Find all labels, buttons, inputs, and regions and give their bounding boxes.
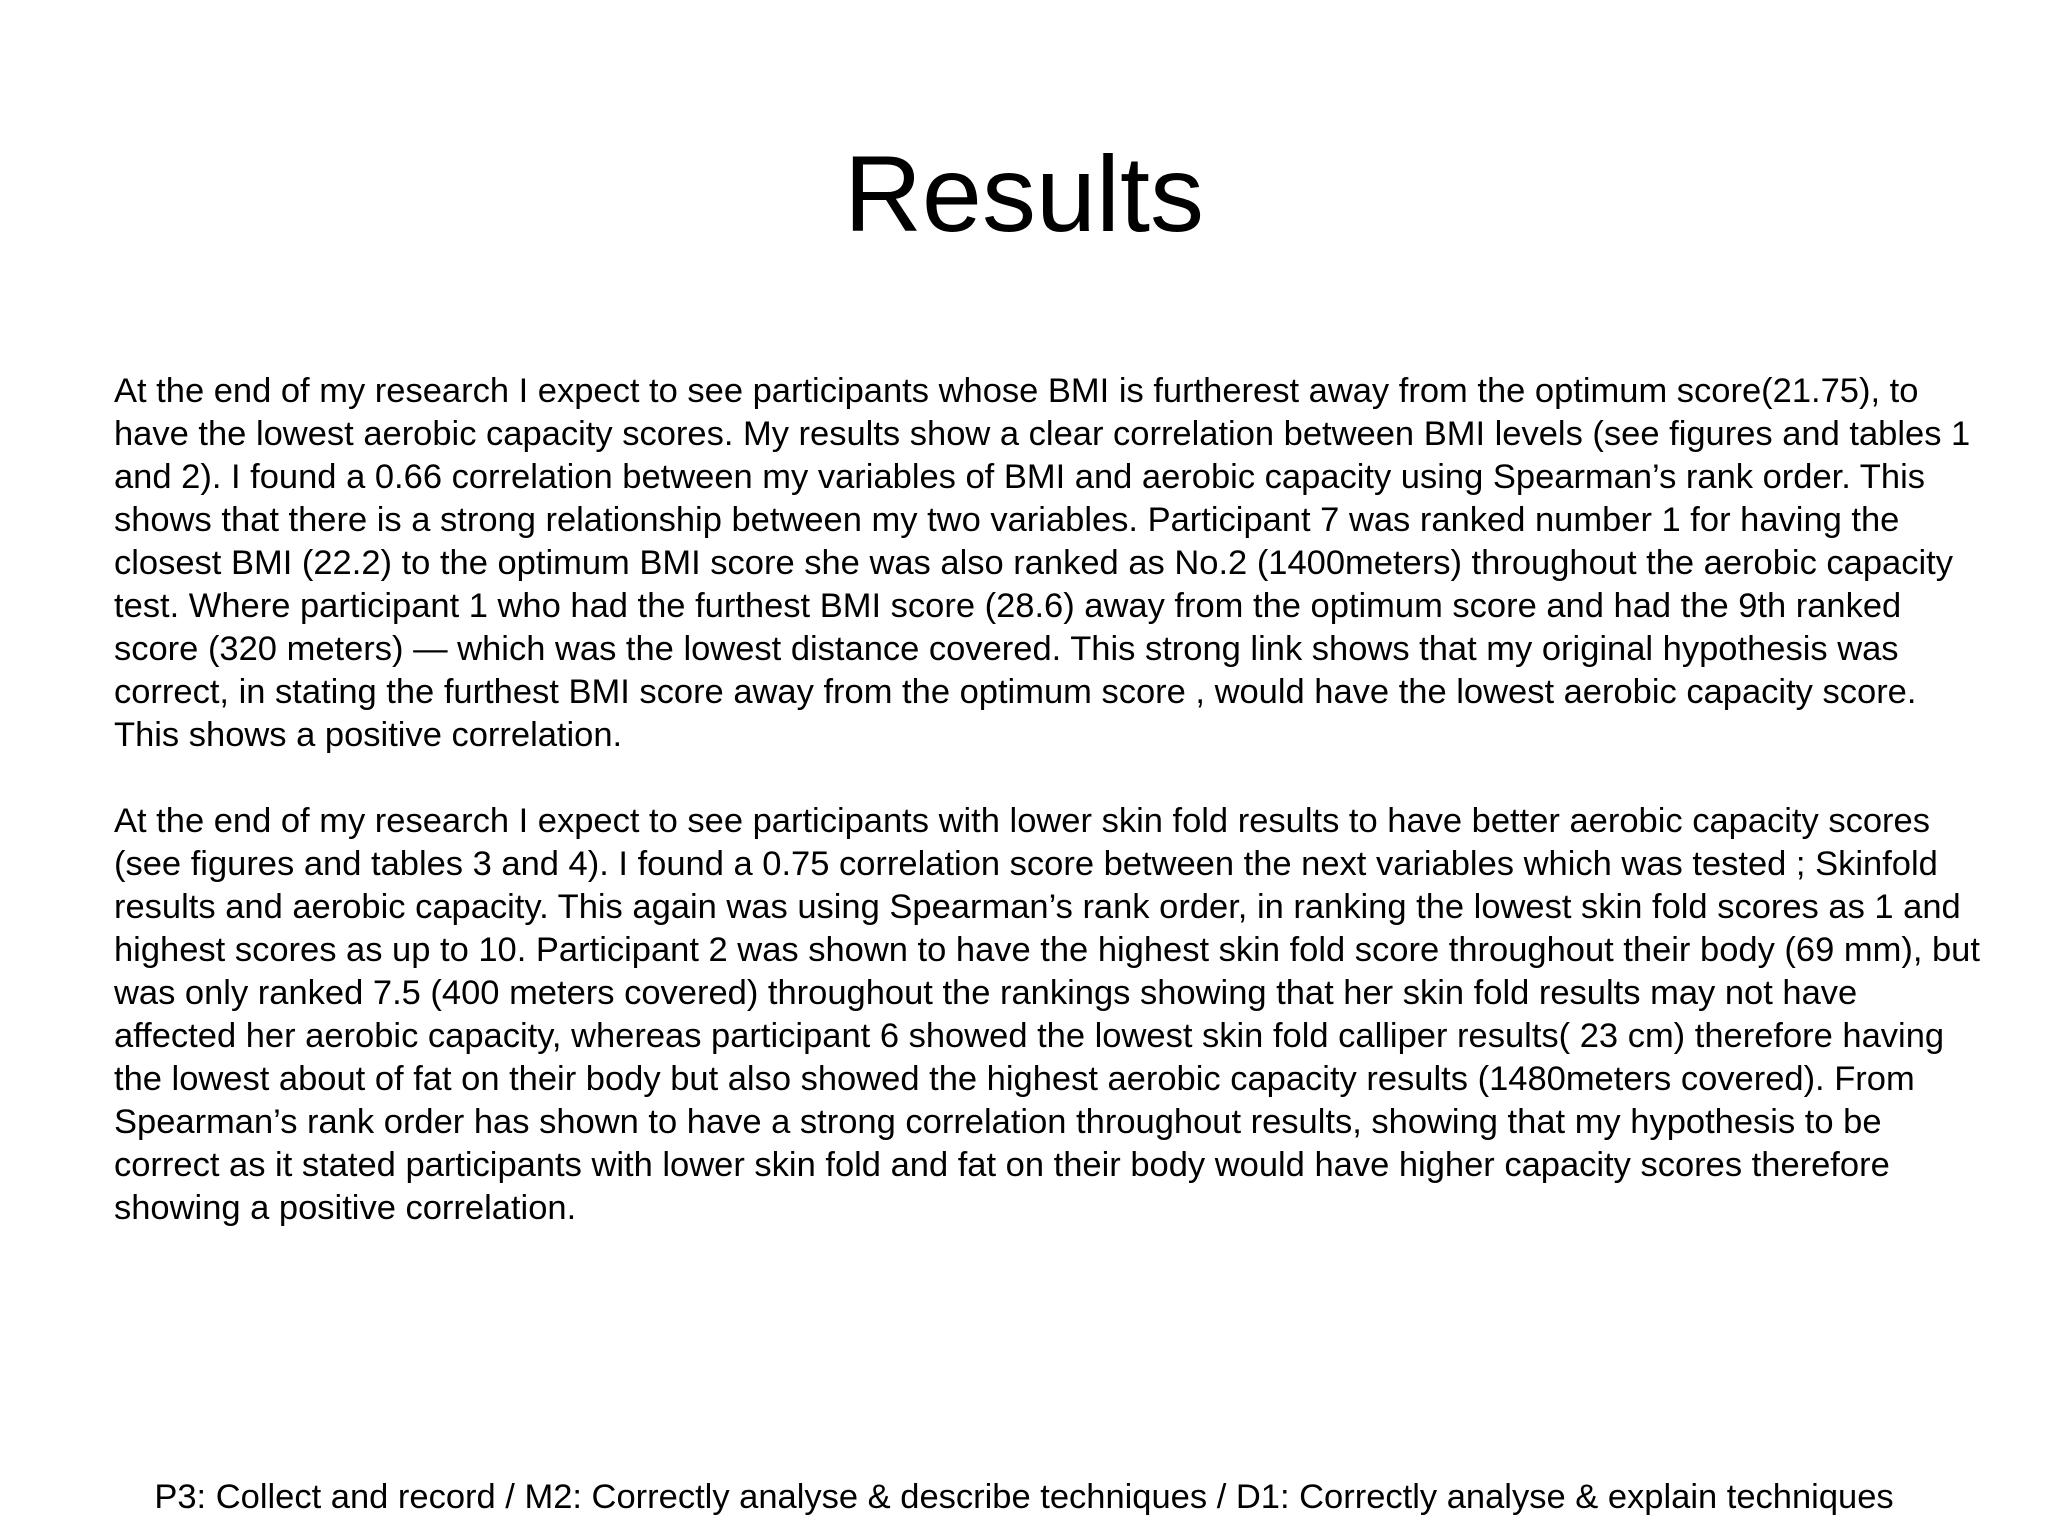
assessment-criteria-footer: P3: Collect and record / M2: Correctly analyse & describe techniques / D1: Correctly analyse & explain techniques — [154, 1478, 1894, 1516]
paragraph-skinfold-results: At the end of my research I expect to see participants with lower skin fold results to have better aerobic capacity scores (see figures and tables 3 and 4). I found a 0.75 correlation score between the next variables which was tested ; Skinfold results and aerobic capacity. This again was using Spearman’s rank order, in ranking the lowest skin fold scores as 1 and highest scores as up to 10. Participant 2 was shown to have the highest skin fold score throughout their body (69 mm), but was only ranked 7.5 (400 meters covered) throughout the rankings showing that her skin fold results may not have affected her aerobic capacity, whereas participant 6 showed the lowest skin fold calliper results( 23 cm) therefore having the lowest about of fat on their body but also showed the highest aerobic capacity results (1480meters covered). From Spearman’s rank order has shown to have a strong correlation throughout results, showing that my hypothesis to be correct as it stated participants with lower skin fold and fat on their body would have higher capacity scores therefore showing a positive correlation. — [114, 802, 1980, 1227]
slide-title: Results — [843, 133, 1205, 254]
slide-body — [114, 370, 1984, 1230]
paragraph-bmi-results: At the end of my research I expect to see participants whose BMI is furtherest away from the optimum score(21.75), to have the lowest aerobic capacity scores. My results show a clear correlation between BMI levels (see figures and tables 1 and 2). I found a 0.66 correlation between my variables of BMI and aerobic capacity using Spearman’s rank order. This shows that there is a strong relationship between my two variables. Participant 7 was ranked number 1 for having the closest BMI (22.2) to the optimum BMI score she was also ranked as No.2 (1400meters) throughout the aerobic capacity test. Where participant 1 who had the furthest BMI score (28.6) away from the optimum score and had the 9th ranked score (320 meters) — which was the lowest distance covered. This strong link shows that my original hypothesis was correct, in stating the furthest BMI score away from the optimum score , would have the lowest aerobic capacity score. This shows a positive correlation. — [114, 372, 1971, 754]
